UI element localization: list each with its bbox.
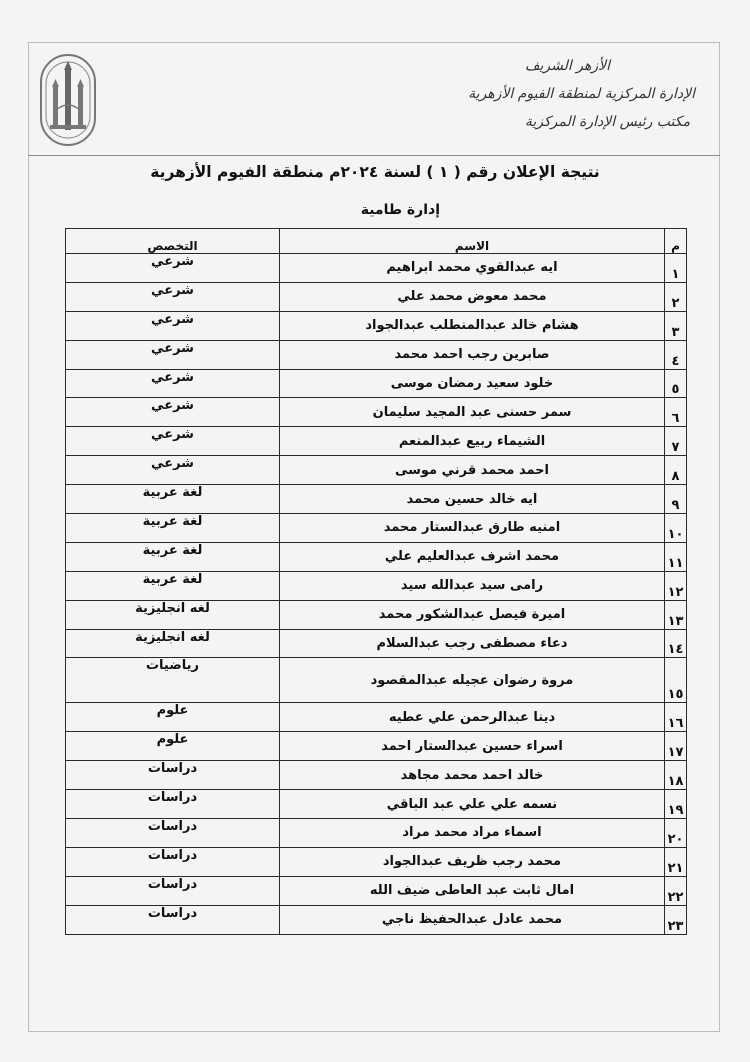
row-name: ايه عبدالقوي محمد ابراهيم [280, 254, 665, 283]
row-specialty: شرعي [66, 427, 280, 456]
header-divider [28, 155, 720, 156]
row-name: ايه خالد حسين محمد [280, 485, 665, 514]
row-number: ٢ [665, 282, 687, 311]
table-row [66, 282, 687, 311]
row-name: محمد عادل عبدالحفيظ ناجي [280, 905, 665, 934]
table-row [66, 542, 687, 571]
table-row [66, 847, 687, 876]
table-row [66, 398, 687, 427]
row-name: خالد احمد محمد مجاهد [280, 761, 665, 790]
table-row [66, 427, 687, 456]
table-row [66, 905, 687, 934]
table-header-row [66, 229, 687, 254]
table-row [66, 340, 687, 369]
row-name: نسمه علي علي عبد الباقي [280, 790, 665, 819]
department-heading: إدارة طامية [360, 202, 440, 218]
row-name: اسراء حسين عبدالستار احمد [280, 732, 665, 761]
row-number: ٣ [665, 311, 687, 340]
row-specialty: علوم [66, 703, 280, 732]
row-number: ٨ [665, 456, 687, 485]
row-number: ١٣ [665, 600, 687, 629]
row-number: ٦ [665, 398, 687, 427]
row-number: ٢٣ [665, 905, 687, 934]
table-row [66, 732, 687, 761]
table-row [66, 254, 687, 283]
row-name: محمد معوض محمد علي [280, 282, 665, 311]
row-name: خلود سعيد رمضان موسى [280, 369, 665, 398]
row-number: ١٢ [665, 571, 687, 600]
row-number: ١ [665, 254, 687, 283]
row-name: مروة رضوان عجيله عبدالمقصود [280, 658, 665, 703]
row-name: اسماء مراد محمد مراد [280, 819, 665, 848]
row-name: الشيماء ربيع عبدالمنعم [280, 427, 665, 456]
row-number: ٥ [665, 369, 687, 398]
results-table [65, 228, 687, 935]
row-specialty: شرعي [66, 282, 280, 311]
row-name: امال ثابت عبد العاطى ضيف الله [280, 876, 665, 905]
row-specialty: لغة عربية [66, 485, 280, 514]
row-name: احمد محمد قرني موسى [280, 456, 665, 485]
table-row [66, 703, 687, 732]
row-specialty: دراسات [66, 790, 280, 819]
row-specialty: شرعي [66, 340, 280, 369]
row-specialty: شرعي [66, 369, 280, 398]
row-specialty: شرعي [66, 311, 280, 340]
row-specialty: لغة عربية [66, 571, 280, 600]
row-name: رامى سيد عبدالله سيد [280, 571, 665, 600]
row-number: ٢٠ [665, 819, 687, 848]
header-specialty: التخصص [66, 229, 280, 254]
table-row [66, 876, 687, 905]
row-number: ٢٢ [665, 876, 687, 905]
row-number: ٧ [665, 427, 687, 456]
header-num: م [665, 229, 687, 254]
row-specialty: رياضيات [66, 658, 280, 703]
row-number: ١٩ [665, 790, 687, 819]
table-row [66, 761, 687, 790]
table-row [66, 629, 687, 658]
table-row [66, 600, 687, 629]
row-name: سمر حسنى عبد المجيد سليمان [280, 398, 665, 427]
row-specialty: لغة عربية [66, 514, 280, 543]
row-name: دينا عبدالرحمن علي عطيه [280, 703, 665, 732]
row-specialty: لغة عربية [66, 542, 280, 571]
row-number: ١٤ [665, 629, 687, 658]
row-name: امنيه طارق عبدالستار محمد [280, 514, 665, 543]
row-number: ١٨ [665, 761, 687, 790]
row-specialty: شرعي [66, 254, 280, 283]
row-number: ١١ [665, 542, 687, 571]
row-specialty: دراسات [66, 819, 280, 848]
row-number: ١٥ [665, 658, 687, 703]
letterhead-line-office: مكتب رئيس الإدارة المركزية [524, 114, 690, 130]
table-row [66, 819, 687, 848]
row-specialty: دراسات [66, 847, 280, 876]
row-name: هشام خالد عبدالمنطلب عبدالجواد [280, 311, 665, 340]
letterhead-line-administration: الإدارة المركزية لمنطقة الفيوم الأزهرية [468, 86, 695, 102]
table-row [66, 514, 687, 543]
row-number: ٢١ [665, 847, 687, 876]
row-specialty: شرعي [66, 456, 280, 485]
table-row [66, 485, 687, 514]
row-name: اميرة فيصل عبدالشكور محمد [280, 600, 665, 629]
row-specialty: دراسات [66, 761, 280, 790]
row-number: ١٧ [665, 732, 687, 761]
document-title: نتيجة الإعلان رقم ( ١ ) لسنة ٢٠٢٤م منطقة الفيوم الأزهرية [150, 163, 600, 181]
table-row [66, 456, 687, 485]
row-specialty: دراسات [66, 876, 280, 905]
row-specialty: لغه انجليزية [66, 600, 280, 629]
row-name: صابرين رجب احمد محمد [280, 340, 665, 369]
al-azhar-logo-emblem [38, 52, 98, 148]
table-row [66, 571, 687, 600]
row-number: ١٠ [665, 514, 687, 543]
table-row [66, 311, 687, 340]
letterhead [395, 52, 695, 136]
row-number: ١٦ [665, 703, 687, 732]
row-name: محمد رجب ظريف عبدالجواد [280, 847, 665, 876]
row-specialty: لغه انجليزية [66, 629, 280, 658]
table-row [66, 369, 687, 398]
row-number: ٤ [665, 340, 687, 369]
table-row [66, 658, 687, 703]
row-name: محمد اشرف عبدالعليم علي [280, 542, 665, 571]
row-name: دعاء مصطفى رجب عبدالسلام [280, 629, 665, 658]
row-specialty: علوم [66, 732, 280, 761]
row-specialty: شرعي [66, 398, 280, 427]
row-number: ٩ [665, 485, 687, 514]
table-row [66, 790, 687, 819]
row-specialty: دراسات [66, 905, 280, 934]
letterhead-line-institution: الأزهر الشريف [525, 58, 610, 74]
header-name: الاسم [280, 229, 665, 254]
